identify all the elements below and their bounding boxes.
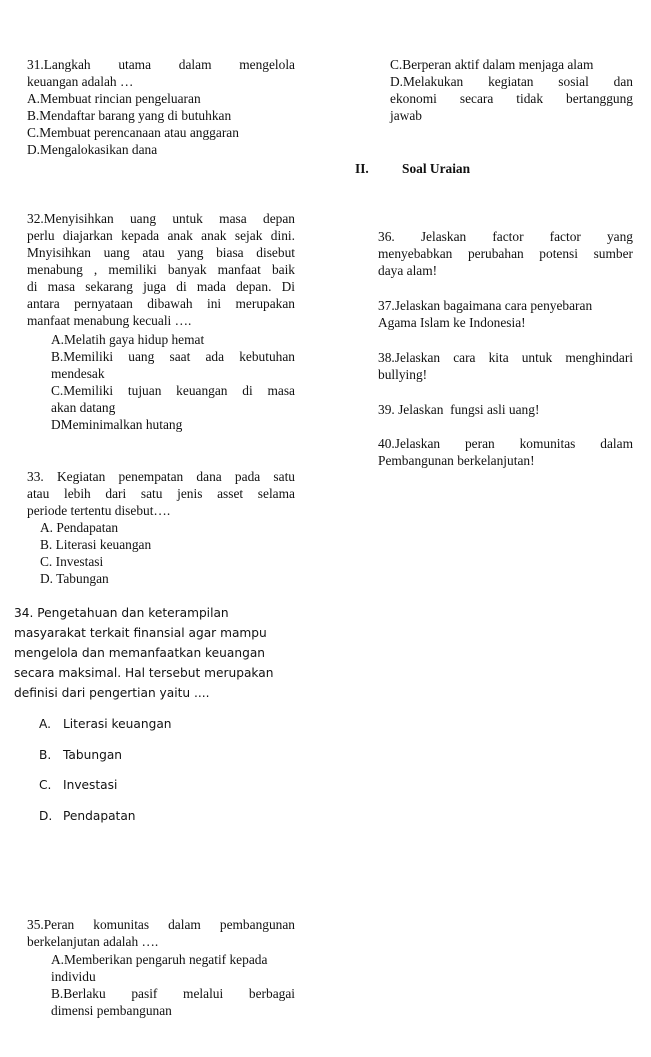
question-32-option-b-cont: mendesak [51, 366, 105, 381]
question-31-stem-line: 31.Langkah utama dalam mengelola [27, 57, 295, 72]
question-34-option-a [39, 714, 279, 734]
question-34-stem-line: definisi dari pengertian yaitu .... [14, 686, 210, 700]
section-number: II. [355, 161, 369, 176]
essay-question-36-line: menyebabkan perubahan potensi sumber [378, 246, 633, 261]
question-35-stem-line: berkelanjutan adalah …. [27, 934, 159, 949]
question-32-stem-line: Mnyisihkan uang atau yang biasa disebut [27, 245, 295, 260]
question-33-option-a: A. Pendapatan [40, 520, 119, 535]
question-32-options [51, 331, 295, 433]
question-33 [27, 468, 295, 519]
question-32-stem-line: antara pernyataan dibawah ini merupakan [27, 296, 295, 311]
question-31-option-a: A.Membuat rincian pengeluaran [27, 91, 201, 106]
question-35-option-b-cont: dimensi pembangunan [51, 1003, 172, 1018]
question-31 [27, 56, 295, 158]
question-32-stem-line: 32.Menyisihkan uang untuk masa depan [27, 211, 295, 226]
essay-question-40-line: Pembangunan berkelanjutan! [378, 453, 535, 468]
essay-question-38-line: bullying! [378, 367, 428, 382]
question-35-option-d: D.Melakukan kegiatan sosial dan [390, 74, 633, 89]
question-35-options [51, 951, 295, 1019]
section-heading [355, 160, 555, 177]
question-35-option-a-cont: individu [51, 969, 96, 984]
essay-question-39-line: 39. Jelaskan fungsi asli uang! [378, 402, 540, 417]
question-33-option-c: C. Investasi [40, 554, 104, 569]
question-31-option-d: D.Mengalokasikan dana [27, 142, 158, 157]
option-letter: D. [39, 809, 53, 823]
essay-question-36-line: daya alam! [378, 263, 438, 278]
question-35-option-c: C.Berperan aktif dalam menjaga alam [390, 57, 594, 72]
question-35-option-a: A.Memberikan pengaruh negatif kepada [51, 952, 268, 967]
question-35-option-b: B.Berlaku pasif melalui berbagai [51, 986, 295, 1001]
essay-question-36-line: 36. Jelaskan factor factor yang [378, 229, 633, 244]
question-33-stem-line: 33. Kegiatan penempatan dana pada satu [27, 469, 295, 484]
essay-question-38 [378, 349, 633, 383]
question-33-options [40, 519, 280, 587]
question-33-stem-line: atau lebih dari satu jenis asset selama [27, 486, 295, 501]
essay-question-39 [378, 401, 633, 418]
question-32-option-c-cont: akan datang [51, 400, 116, 415]
question-32-option-a: A.Melatih gaya hidup hemat [51, 332, 205, 347]
question-31-option-c: C.Membuat perencanaan atau anggaran [27, 125, 239, 140]
essay-question-37-line: Agama Islam ke Indonesia! [378, 315, 526, 330]
question-35-option-d-cont: jawab [390, 108, 422, 123]
essay-question-37-line: 37.Jelaskan bagaimana cara penyebaran [378, 298, 593, 313]
question-34-stem-line: secara maksimal. Hal tersebut merupakan [14, 666, 274, 680]
essay-question-38-line: 38.Jelaskan cara kita untuk menghindari [378, 350, 633, 365]
question-34-option-b [39, 745, 279, 765]
question-34-stem-line: mengelola dan memanfaatkan keuangan [14, 646, 266, 660]
question-34 [14, 603, 304, 703]
option-text: Investasi [63, 778, 118, 792]
question-31-stem-line: keuangan adalah … [27, 74, 134, 89]
essay-question-36 [378, 228, 633, 279]
question-34-stem-line: masyarakat terkait finansial agar mampu [14, 626, 267, 640]
question-35-stem-line: 35.Peran komunitas dalam pembangunan [27, 917, 295, 932]
essay-question-40-line: 40.Jelaskan peran komunitas dalam [378, 436, 633, 451]
question-35 [27, 916, 295, 950]
question-34-option-d [39, 806, 279, 826]
question-32-option-b: B.Memiliki uang saat ada kebutuhan [51, 349, 295, 364]
question-35-option-d-cont: ekonomi secara tidak bertanggung [390, 91, 633, 106]
question-33-stem-line: periode tertentu disebut…. [27, 503, 171, 518]
question-34-option-c [39, 775, 279, 795]
option-letter: B. [39, 748, 52, 762]
question-34-stem-line: 34. Pengetahuan dan keterampilan [14, 606, 229, 620]
essay-question-40 [378, 435, 633, 469]
option-text: Tabungan [63, 748, 123, 762]
question-32-stem-line: di masa sekarang juga di mada depan. Di [27, 279, 295, 294]
question-32 [27, 210, 295, 329]
question-33-option-d: D. Tabungan [40, 571, 109, 586]
option-text: Literasi keuangan [63, 717, 172, 731]
option-letter: C. [39, 778, 52, 792]
question-31-option-b: B.Mendaftar barang yang di butuhkan [27, 108, 232, 123]
question-32-stem-line: perlu diajarkan kepada anak anak sejak dini. [27, 228, 295, 243]
question-32-stem-line: menabung , memiliki banyak manfaat baik [27, 262, 295, 277]
option-letter: A. [39, 717, 51, 731]
question-32-option-d: DMeminimalkan hutang [51, 417, 183, 432]
question-35-options-continued [390, 56, 633, 124]
option-text: Pendapatan [63, 809, 136, 823]
question-32-option-c: C.Memiliki tujuan keuangan di masa [51, 383, 295, 398]
essay-question-37 [378, 297, 633, 331]
question-32-stem-line: manfaat menabung kecuali …. [27, 313, 192, 328]
section-title: Soal Uraian [402, 161, 471, 176]
question-33-option-b: B. Literasi keuangan [40, 537, 152, 552]
